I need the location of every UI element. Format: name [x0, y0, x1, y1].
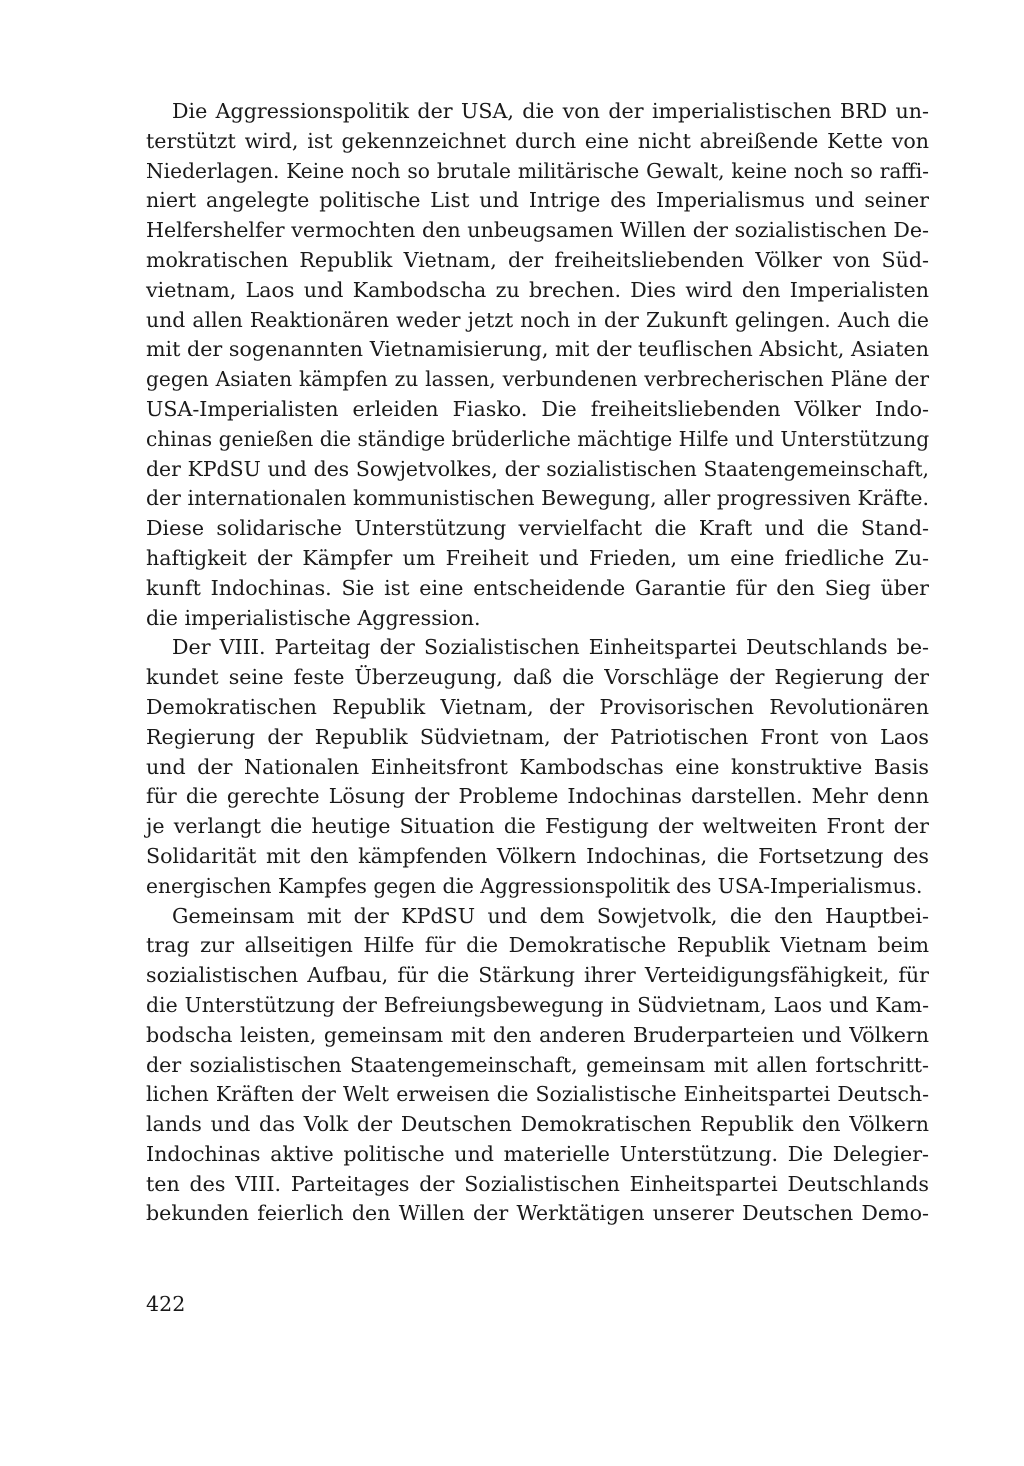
- text-line: Niederlagen. Keine noch so brutale militärische Gewalt, keine noch so raffi-: [146, 158, 929, 183]
- text-line: haftigkeit der Kämpfer um Freiheit und Frieden, um eine friedliche Zu-: [146, 545, 929, 570]
- text-line: für die gerechte Lösung der Probleme Indochinas darstellen. Mehr denn: [146, 784, 929, 809]
- text-line: Der VIII. Parteitag der Sozialistischen Einheitspartei Deutschlands be-: [172, 635, 929, 660]
- text-line: kundet seine feste Überzeugung, daß die Vorschläge der Regierung der: [146, 665, 929, 690]
- text-line: energischen Kampfes gegen die Aggressionspolitik des USA-Imperialismus.: [146, 873, 923, 898]
- text-line: je verlangt die heutige Situation die Festigung der weltweiten Front der: [146, 814, 929, 839]
- text-line: Helfershelfer vermochten den unbeugsamen Willen der sozialistischen De-: [146, 218, 929, 243]
- text-line: Indochinas aktive politische und materielle Unterstützung. Die Delegier-: [146, 1141, 929, 1166]
- text-line: gegen Asiaten kämpfen zu lassen, verbundenen verbrecherischen Pläne der: [146, 367, 929, 392]
- text-line: bekunden feierlich den Willen der Werktätigen unserer Deutschen Demo-: [146, 1201, 929, 1226]
- text-line: lichen Kräften der Welt erweisen die Sozialistische Einheitspartei Deutsch-: [146, 1082, 929, 1107]
- paragraph-1: [146, 97, 929, 633]
- text-line: mit der sogenannten Vietnamisierung, mit der teuflischen Absicht, Asiaten: [146, 337, 929, 362]
- text-line: die Unterstützung der Befreiungsbewegung in Südvietnam, Laos und Kam-: [146, 992, 929, 1017]
- paragraph-3: [146, 902, 929, 1230]
- text-line: Demokratischen Republik Vietnam, der Provisorischen Revolutionären: [146, 694, 929, 719]
- page-body: [146, 97, 929, 1229]
- text-line: Diese solidarische Unterstützung vervielfacht die Kraft und die Stand-: [146, 516, 929, 541]
- text-line: der sozialistischen Staatengemeinschaft, gemeinsam mit allen fortschritt-: [146, 1052, 929, 1077]
- text-line: der KPdSU und des Sowjetvolkes, der sozialistischen Staatengemeinschaft,: [146, 456, 929, 481]
- text-line: sozialistischen Aufbau, für die Stärkung ihrer Verteidigungsfähigkeit, für: [146, 963, 929, 988]
- text-line: Regierung der Republik Südvietnam, der Patriotischen Front von Laos: [146, 724, 929, 749]
- text-line: Solidarität mit den kämpfenden Völkern Indochinas, die Fortsetzung des: [146, 843, 929, 868]
- text-line: die imperialistische Aggression.: [146, 605, 481, 630]
- text-line: kunft Indochinas. Sie ist eine entscheidende Garantie für den Sieg über: [146, 575, 929, 600]
- text-line: vietnam, Laos und Kambodscha zu brechen. Dies wird den Imperialisten: [146, 277, 929, 302]
- paragraph-2: [146, 633, 929, 901]
- text-line: niert angelegte politische List und Intrige des Imperialismus und seiner: [146, 188, 929, 213]
- text-line: Die Aggressionspolitik der USA, die von der imperialistischen BRD un-: [172, 99, 929, 123]
- text-line: chinas genießen die ständige brüderliche mächtige Hilfe und Unterstützung: [146, 426, 930, 451]
- text-line: und allen Reaktionären weder jetzt noch in der Zukunft gelingen. Auch die: [146, 307, 929, 332]
- page-number: 422: [146, 1292, 186, 1316]
- text-line: Gemeinsam mit der KPdSU und dem Sowjetvolk, die den Hauptbei-: [172, 903, 929, 928]
- text-line: lands und das Volk der Deutschen Demokratischen Republik den Völkern: [146, 1112, 929, 1137]
- text-line: USA-Imperialisten erleiden Fiasko. Die freiheitsliebenden Völker Indo-: [146, 396, 929, 421]
- text-line: mokratischen Republik Vietnam, der freiheitsliebenden Völker von Süd-: [146, 247, 929, 272]
- text-line: und der Nationalen Einheitsfront Kambodschas eine konstruktive Basis: [146, 754, 929, 779]
- text-line: bodscha leisten, gemeinsam mit den anderen Bruderparteien und Völkern: [146, 1022, 929, 1047]
- text-line: ten des VIII. Parteitages der Sozialistischen Einheitspartei Deutschlands: [146, 1171, 929, 1196]
- text-line: terstützt wird, ist gekennzeichnet durch eine nicht abreißende Kette von: [146, 128, 929, 153]
- text-line: trag zur allseitigen Hilfe für die Demokratische Republik Vietnam beim: [146, 933, 929, 958]
- text-line: der internationalen kommunistischen Bewegung, aller progressiven Kräfte.: [146, 486, 929, 511]
